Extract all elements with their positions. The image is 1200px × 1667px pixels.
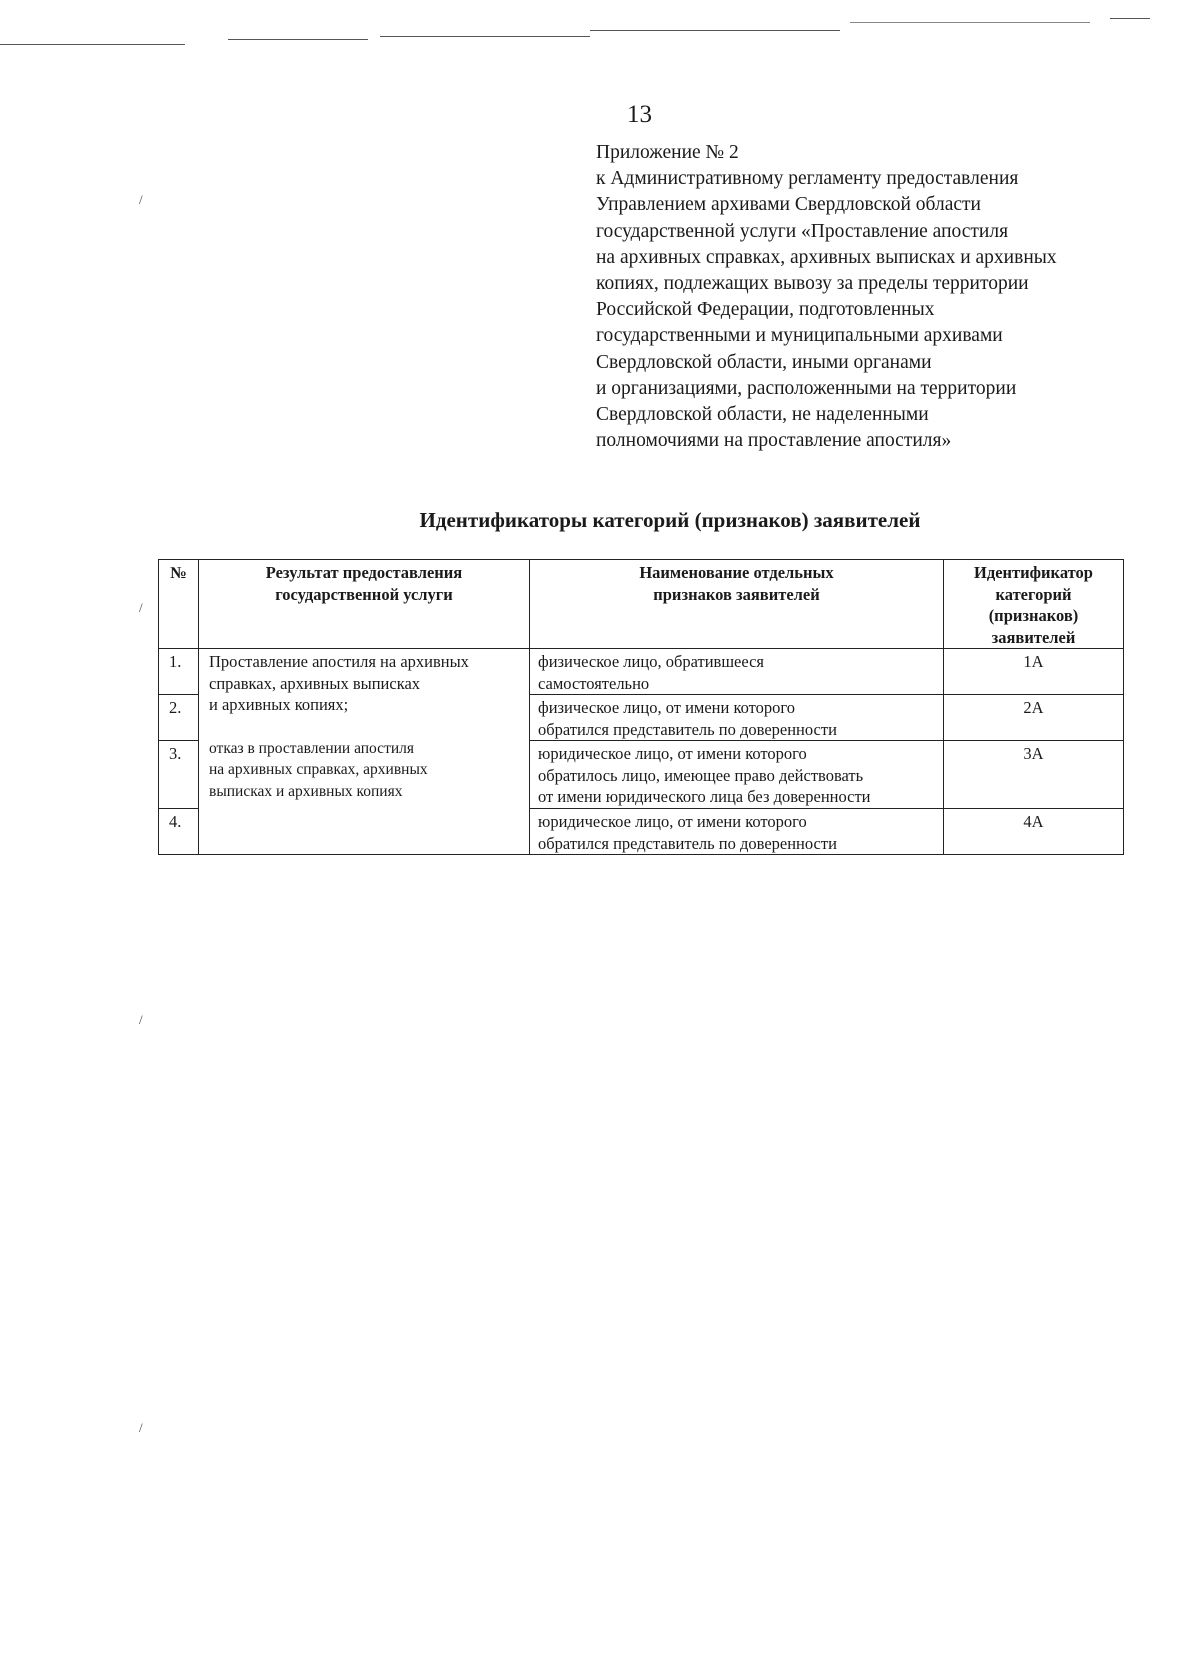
criteria-cell	[530, 741, 944, 809]
row-number: 4.	[159, 809, 199, 855]
criteria-line: физическое лицо, от имени которого	[538, 698, 796, 717]
table-title: Идентификаторы категорий (признаков) заявителей	[419, 508, 921, 532]
header-result-line: государственной услуги	[275, 584, 453, 604]
header-identifier-line: (признаков)	[988, 606, 1079, 625]
appendix-heading	[596, 140, 1156, 454]
scan-edge-line	[0, 44, 185, 45]
result-line: на архивных справках, архивных	[209, 761, 428, 778]
appendix-line: государственными и муниципальными архивами	[596, 325, 1003, 347]
header-result-line: Результат предоставления	[265, 563, 463, 582]
page-number: 13	[627, 101, 652, 128]
appendix-line: на архивных справках, архивных выписках и архивных	[596, 246, 1057, 268]
margin-mark: /	[139, 600, 143, 615]
header-identifier-line: заявителей	[991, 627, 1076, 647]
criteria-line: от имени юридического лица без доверенности	[538, 787, 871, 806]
criteria-line: юридическое лицо, от имени которого	[538, 744, 807, 763]
result-line: отказ в проставлении апостиля	[209, 739, 414, 757]
criteria-line: обратилось лицо, имеющее право действовать	[538, 765, 864, 785]
header-identifier	[944, 560, 1124, 649]
row-number: 2.	[159, 695, 199, 741]
appendix-line: и организациями, расположенными на территории	[596, 377, 1017, 399]
table-row	[159, 649, 1124, 695]
result-line: Проставление апостиля на архивных	[209, 652, 469, 671]
category-code: 1А	[944, 649, 1124, 695]
appendix-line: Свердловской области, иными органами	[596, 351, 932, 373]
header-criteria-line: Наименование отдельных	[639, 563, 834, 582]
appendix-line: Приложение № 2	[596, 142, 739, 163]
criteria-cell	[530, 695, 944, 741]
appendix-line: копиях, подлежащих вывозу за пределы территории	[596, 273, 1029, 295]
criteria-line: юридическое лицо, от имени которого	[538, 812, 807, 831]
scan-edge-line	[1110, 18, 1150, 19]
header-num: №	[159, 560, 199, 649]
scan-edge-line	[850, 22, 1090, 23]
margin-mark: /	[139, 192, 143, 207]
header-identifier-line: Идентификатор	[974, 563, 1093, 582]
category-code: 3А	[944, 741, 1124, 809]
row-number: 1.	[159, 649, 199, 695]
appendix-line: Управлением архивами Свердловской области	[596, 194, 981, 216]
service-result-cell	[199, 649, 530, 855]
appendix-line: Свердловской области, не наделенными	[596, 404, 929, 426]
criteria-line: физическое лицо, обратившееся	[538, 652, 764, 671]
scan-edge-line	[590, 30, 840, 31]
category-code: 4А	[944, 809, 1124, 855]
category-code: 2А	[944, 695, 1124, 741]
applicant-categories-table	[158, 559, 1124, 855]
appendix-line: государственной услуги «Проставление апостиля	[596, 220, 1009, 242]
result-spacer	[209, 716, 521, 738]
result-line: выписках и архивных копиях	[209, 782, 403, 800]
result-line: и архивных копиях;	[209, 695, 349, 714]
appendix-line: полномочиями на проставление апостиля»	[596, 430, 952, 452]
criteria-line: обратился представитель по доверенности	[538, 833, 837, 853]
criteria-cell	[530, 809, 944, 855]
scan-edge-line	[228, 39, 368, 40]
table-header-row	[159, 560, 1124, 649]
header-criteria-line: признаков заявителей	[653, 584, 820, 604]
appendix-line: к Административному регламенту предоставления	[596, 168, 1019, 190]
criteria-line: самостоятельно	[538, 673, 650, 693]
scan-edge-line	[380, 36, 590, 37]
appendix-line: Российской Федерации, подготовленных	[596, 299, 935, 321]
result-line: справках, архивных выписках	[209, 673, 421, 693]
header-result	[199, 560, 530, 649]
margin-mark: /	[139, 1420, 143, 1435]
header-criteria	[530, 560, 944, 649]
margin-mark: /	[139, 1012, 143, 1027]
row-number: 3.	[159, 741, 199, 809]
criteria-line: обратился представитель по доверенности	[538, 719, 837, 739]
criteria-cell	[530, 649, 944, 695]
header-identifier-line: категорий	[995, 584, 1072, 604]
